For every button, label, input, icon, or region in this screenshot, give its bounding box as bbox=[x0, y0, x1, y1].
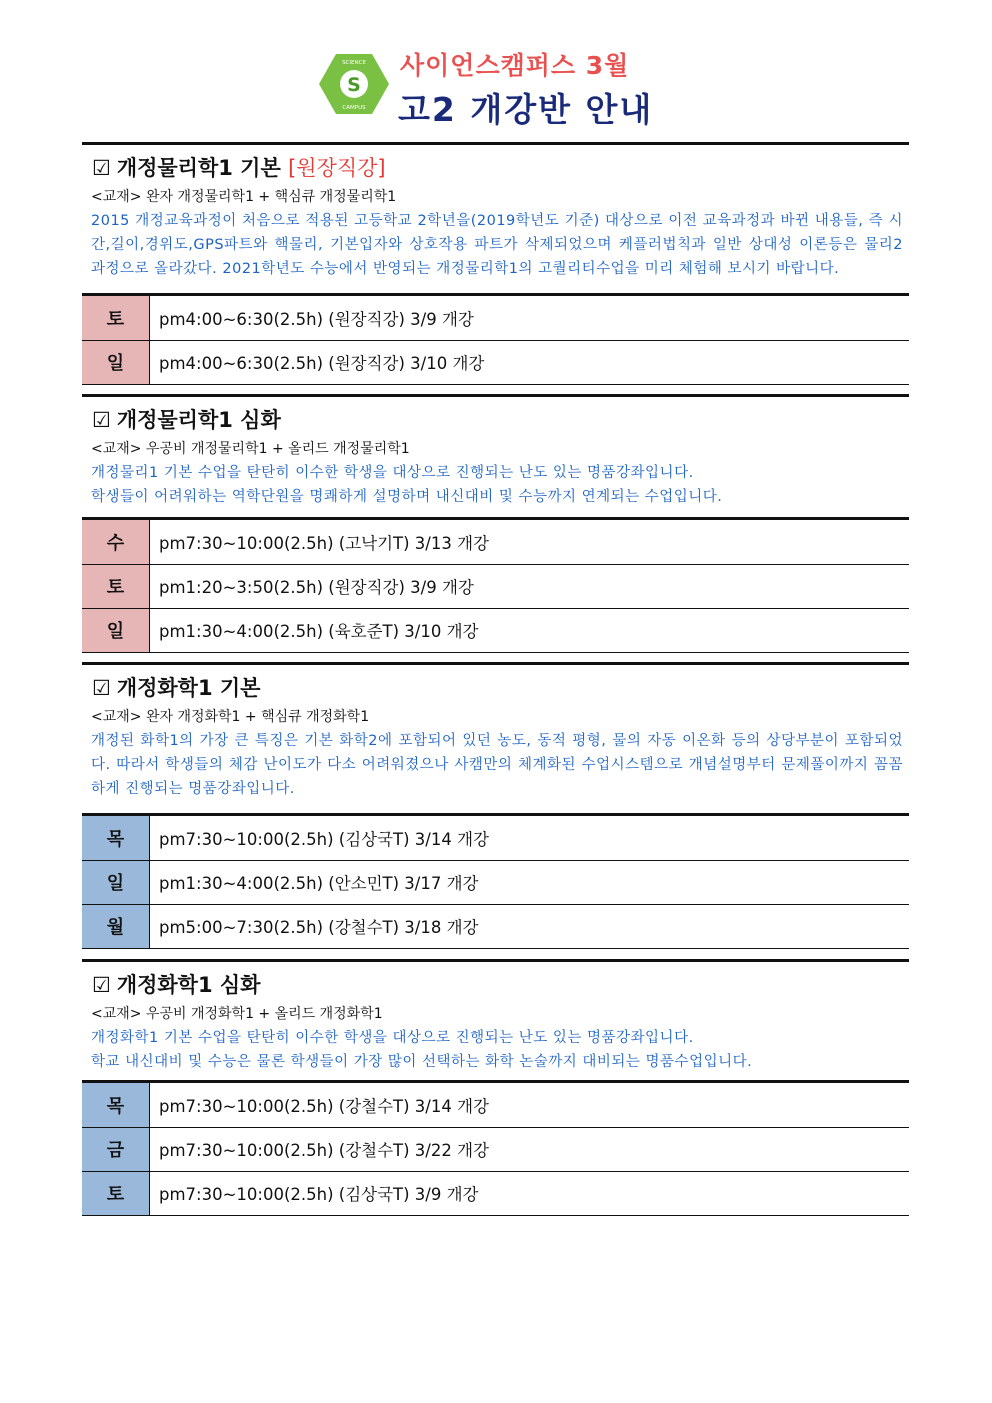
day-cell: 토 bbox=[82, 1171, 150, 1215]
schedule-table bbox=[82, 816, 909, 949]
day-cell: 일 bbox=[82, 608, 150, 652]
textbook-line: <교재> 우공비 개정화학1 + 올리드 개정화학1 bbox=[91, 1006, 383, 1022]
section-title: ☑ 개정화학1 심화 bbox=[92, 973, 261, 997]
time-cell: pm7:30~10:00(2.5h) (강철수T) 3/14 개강 bbox=[150, 1083, 910, 1127]
day-cell: 수 bbox=[82, 520, 150, 564]
section-title: ☑ 개정물리학1 심화 bbox=[92, 408, 281, 432]
time-cell: pm7:30~10:00(2.5h) (강철수T) 3/22 개강 bbox=[150, 1127, 910, 1171]
schedule-table bbox=[82, 296, 909, 385]
course-section-chemistry-basic bbox=[82, 662, 909, 801]
table-row bbox=[82, 1083, 909, 1127]
time-cell: pm5:00~7:30(2.5h) (강철수T) 3/18 개강 bbox=[150, 904, 910, 948]
svg-text:S: S bbox=[347, 74, 361, 96]
svg-text:CAMPUS: CAMPUS bbox=[342, 105, 366, 111]
table-row bbox=[82, 340, 909, 384]
time-cell: pm1:30~4:00(2.5h) (육호준T) 3/10 개강 bbox=[150, 608, 910, 652]
textbook-line: <교재> 완자 개정물리학1 + 핵심큐 개정물리학1 bbox=[91, 189, 397, 205]
checkbox-icon: ☑ bbox=[92, 676, 111, 700]
checkbox-icon: ☑ bbox=[92, 156, 111, 180]
course-section-physics-advanced bbox=[82, 394, 909, 509]
textbook-line: <교재> 완자 개정화학1 + 핵심큐 개정화학1 bbox=[91, 709, 370, 725]
science-campus-logo bbox=[318, 52, 390, 116]
day-cell: 목 bbox=[82, 1083, 150, 1127]
day-cell: 월 bbox=[82, 904, 150, 948]
page-title: 고2 개강반 안내 bbox=[398, 90, 654, 129]
table-row bbox=[82, 608, 909, 652]
day-cell: 일 bbox=[82, 340, 150, 384]
course-description: 2015 개정교육과정이 처음으로 적용된 고등학교 2학년을(2019학년도 기준) 대상으로 이전 교육과정과 바뀐 내용들, 즉 시간,길이,경위도,GPS파트와 핵물리, 기본입자와 상호작용 파트가 삭제되었으며 케플러법칙과 일반 상대성 이론등은 물리2 과정으로 올라갔다. 2021학년도 수능에서 반영되는 개정물리학1의 고퀄리티수업을 미리 체험해 보시기 바랍니다. bbox=[91, 213, 903, 277]
course-description: 개정된 화학1의 가장 큰 특징은 기본 화학2에 포함되어 있던 농도, 동적 평형, 물의 자동 이온화 등의 상당부분이 포함되었다. 따라서 학생들의 체감 난이도가 다소 어려워졌으나 사캠만의 체계화된 수업시스템으로 개념설명부터 문제풀이까지 꼼꼼하게 진행되는 명품강좌입니다. bbox=[91, 733, 903, 797]
textbook-line: <교재> 우공비 개정물리학1 + 올리드 개정물리학1 bbox=[91, 441, 410, 457]
section-badge: [원장직강] bbox=[288, 156, 386, 180]
time-cell: pm4:00~6:30(2.5h) (원장직강) 3/9 개강 bbox=[150, 296, 910, 340]
course-description: 개정물리1 기본 수업을 탄탄히 이수한 학생을 대상으로 진행되는 난도 있는 명품강좌입니다. 학생들이 어려워하는 역학단원을 명쾌하게 설명하며 내신대비 및 수능까지 연계되는 수업입니다. bbox=[91, 465, 723, 505]
section-title: ☑ 개정화학1 기본 bbox=[92, 676, 261, 700]
table-row bbox=[82, 860, 909, 904]
time-cell: pm7:30~10:00(2.5h) (김상국T) 3/14 개강 bbox=[150, 816, 910, 860]
time-cell: pm7:30~10:00(2.5h) (김상국T) 3/9 개강 bbox=[150, 1171, 910, 1215]
day-cell: 토 bbox=[82, 564, 150, 608]
page-header bbox=[0, 44, 992, 134]
time-cell: pm1:30~4:00(2.5h) (안소민T) 3/17 개강 bbox=[150, 860, 910, 904]
time-cell: pm4:00~6:30(2.5h) (원장직강) 3/10 개강 bbox=[150, 340, 910, 384]
day-cell: 금 bbox=[82, 1127, 150, 1171]
course-section-chemistry-advanced bbox=[82, 959, 909, 1074]
day-cell: 일 bbox=[82, 860, 150, 904]
schedule-table bbox=[82, 520, 909, 653]
time-cell: pm7:30~10:00(2.5h) (고낙기T) 3/13 개강 bbox=[150, 520, 910, 564]
table-row bbox=[82, 904, 909, 948]
day-cell: 목 bbox=[82, 816, 150, 860]
table-row bbox=[82, 564, 909, 608]
checkbox-icon: ☑ bbox=[92, 408, 111, 432]
section-title: ☑ 개정물리학1 기본 [원장직강] bbox=[92, 156, 386, 180]
course-section-physics-basic bbox=[82, 142, 909, 281]
page-title-month: 사이언스캠퍼스 3월 bbox=[400, 51, 630, 80]
day-cell: 토 bbox=[82, 296, 150, 340]
table-row bbox=[82, 520, 909, 564]
table-row bbox=[82, 816, 909, 860]
svg-text:SCIENCE: SCIENCE bbox=[342, 60, 366, 66]
schedule-table bbox=[82, 1083, 909, 1216]
table-row bbox=[82, 1171, 909, 1215]
table-row bbox=[82, 1127, 909, 1171]
time-cell: pm1:20~3:50(2.5h) (원장직강) 3/9 개강 bbox=[150, 564, 910, 608]
checkbox-icon: ☑ bbox=[92, 973, 111, 997]
table-row bbox=[82, 296, 909, 340]
course-description: 개정화학1 기본 수업을 탄탄히 이수한 학생을 대상으로 진행되는 난도 있는 명품강좌입니다. 학교 내신대비 및 수능은 물론 학생들이 가장 많이 선택하는 화학 논술까지 대비되는 명품수업입니다. bbox=[91, 1030, 753, 1070]
